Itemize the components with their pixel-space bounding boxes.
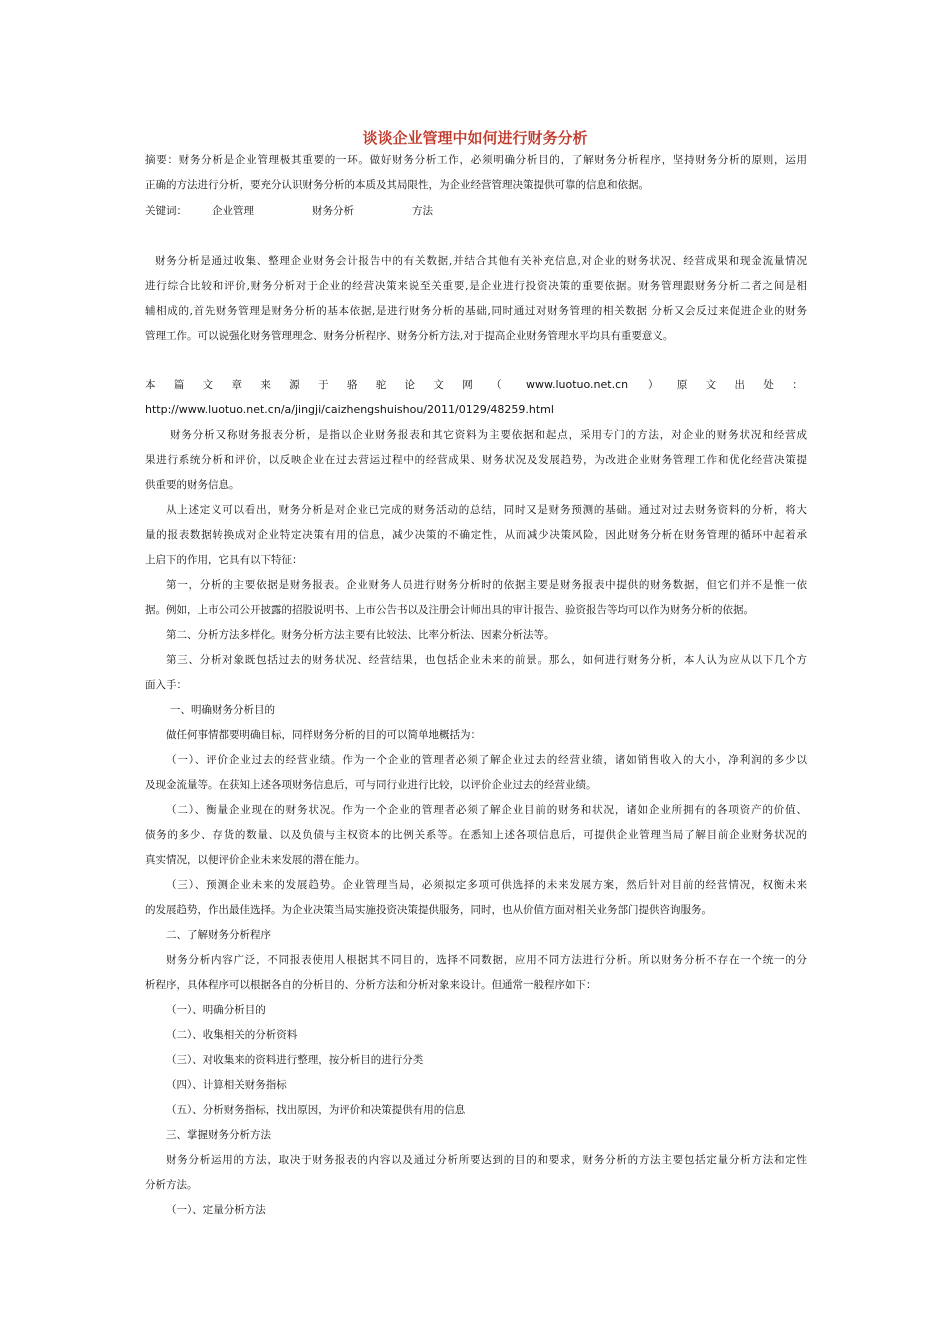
document-title: 谈谈企业管理中如何进行财务分析 [362, 129, 588, 147]
list-item: （二）、收集相关的分析资料 [166, 1029, 298, 1041]
intro-line: 辅相成的,首先财务管理是财务分析的基本依据,是进行财务分析的基础,同时通过对财务管理的相关数据 分析又会反过来促进企业的财务 [145, 305, 807, 317]
intro-line: 管理工作。可以说强化财务管理理念、财务分析程序、财务分析方法,对于提高企业财务管理水平均具有重要意义。 [145, 330, 674, 342]
body-line: 据。例如，上市公司公开披露的招股说明书、上市公告书以及注册会计师出具的审计报告、验资报告等均可以作为财务分析的依据。 [145, 604, 754, 616]
abstract-line: 正确的方法进行分析，要充分认识财务分析的本质及其局限性，为企业经营管理决策提供可靠的信息和依据。 [145, 179, 649, 191]
source-url-link[interactable]: http://www.luotuo.net.cn/a/jingji/caizhengshuishou/2011/0129/48259.html [145, 403, 554, 416]
section-heading: 一、明确财务分析目的 [170, 704, 275, 716]
body-line: 的发展趋势，作出最佳选择。为企业决策当局实施投资决策提供服务，同时，也从价值方面对相关业务部门提供咨询服务。 [145, 904, 712, 916]
keywords-line [145, 204, 807, 218]
body-line: 果进行系统分析和评价，以反映企业在过去营运过程中的经营成果、财务状况及发展趋势，为改进企业财务管理工作和优化经营决策提 [145, 454, 807, 466]
body-line: 真实情况，以便评价企业未来发展的潜在能力。 [145, 854, 366, 866]
section-heading: 二、了解财务分析程序 [166, 929, 271, 941]
body-line: （一）、评价企业过去的经营业绩。作为一个企业的管理者必须了解企业过去的经营业绩，诸如销售收入的大小，净利润的多少以 [166, 754, 807, 766]
body-line: 第二、分析方法多样化。财务分析方法主要有比较法、比率分析法、因素分析法等。 [166, 629, 555, 641]
keyword: 企业管理 [212, 205, 254, 217]
body-line: 上启下的作用，它具有以下特征： [145, 554, 303, 566]
body-line: 面入手： [145, 679, 187, 691]
body-line: 财务分析又称财务报表分析，是指以企业财务报表和其它资料为主要依据和起点，采用专门的方法，对企业的财务状况和经营成 [170, 429, 807, 441]
body-line: 债务的多少、存货的数量、以及负债与主权资本的比例关系等。在悉知上述各项信息后，可提供企业管理当局了解目前企业财务状况的 [145, 829, 807, 841]
body-line: 第三、分析对象既包括过去的财务状况、经营结果，也包括企业未来的前景。那么，如何进行财务分析，本人认为应从以下几个方 [166, 654, 807, 666]
body-line: （三）、预测企业未来的发展趋势。企业管理当局，必须拟定多项可供选择的未来发展方案，然后针对目前的经营情况，权衡未来 [166, 879, 807, 891]
source-suffix: ） 原 文 出 处 ： [648, 379, 804, 391]
body-line: 财务分析运用的方法，取决于财务报表的内容以及通过分析所要达到的目的和要求，财务分析的方法主要包括定量分析方法和定性 [166, 1154, 807, 1166]
list-item: （一）、明确分析目的 [166, 1004, 266, 1016]
list-item: （五）、分析财务指标，找出原因，为评价和决策提供有用的信息 [166, 1104, 466, 1116]
body-line: 做任何事情都要明确目标，同样财务分析的目的可以简单地概括为： [166, 729, 481, 741]
section-heading: 三、掌握财务分析方法 [166, 1129, 271, 1141]
keywords-label: 关键词： [145, 205, 187, 217]
body-line: 从上述定义可以看出，财务分析是对企业已完成的财务活动的总结，同时又是财务预测的基础。通过对过去财务资料的分析，将大 [166, 504, 807, 516]
body-line: 析程序，具体程序可以根据各自的分析目的、分析方法和分析对象来设计。但通常一般程序如下： [145, 979, 597, 991]
list-item: （四）、计算相关财务指标 [166, 1079, 287, 1091]
source-prefix: 本 篇 文 章 来 源 于 骆 驼 论 文 网 （ [145, 379, 503, 391]
keyword: 方法 [412, 205, 433, 217]
body-line: 量的报表数据转换成对企业特定决策有用的信息，减少决策的不确定性，从而减少决策风险，因此财务分析在财务管理的循环中起着承 [145, 529, 807, 541]
abstract-line: 摘要：财务分析是企业管理极其重要的一环。做好财务分析工作，必须明确分析目的，了解财务分析程序，坚持财务分析的原则，运用 [145, 154, 807, 166]
intro-line: 财务分析是通过收集、整理企业财务会计报告中的有关数据,并结合其他有关补充信息,对企业的财务状况、经营成果和现金流量情况 [155, 255, 807, 267]
body-line: 第一，分析的主要依据是财务报表。企业财务人员进行财务分析时的依据主要是财务报表中提供的财务数据，但它们并不是惟一依 [166, 579, 807, 591]
keyword: 财务分析 [312, 205, 354, 217]
body-line: 财务分析内容广泛，不同报表使用人根据其不同目的，选择不同数据，应用不同方法进行分析。所以财务分析不存在一个统一的分 [166, 954, 807, 966]
body-line: 及现金流量等。在获知上述各项财务信息后，可与同行业进行比较，以评价企业过去的经营业绩。 [145, 779, 597, 791]
intro-line: 进行综合比较和评价,财务分析对于企业的经营决策来说至关重要,是企业进行投资决策的重要依据。财务管理跟财务分析二者之间是相 [145, 280, 807, 292]
body-line: 分析方法。 [145, 1179, 198, 1191]
list-item: （三）、对收集来的资料进行整理，按分析目的进行分类 [166, 1054, 424, 1066]
body-line: 供重要的财务信息。 [145, 479, 240, 491]
list-item: （一）、定量分析方法 [166, 1204, 266, 1216]
source-site-link[interactable]: www.luotuo.net.cn [526, 378, 629, 391]
body-line: （二）、衡量企业现在的财务状况。作为一个企业的管理者必须了解企业目前的财务和状况，诸如企业所拥有的各项资产的价值、 [166, 804, 807, 816]
